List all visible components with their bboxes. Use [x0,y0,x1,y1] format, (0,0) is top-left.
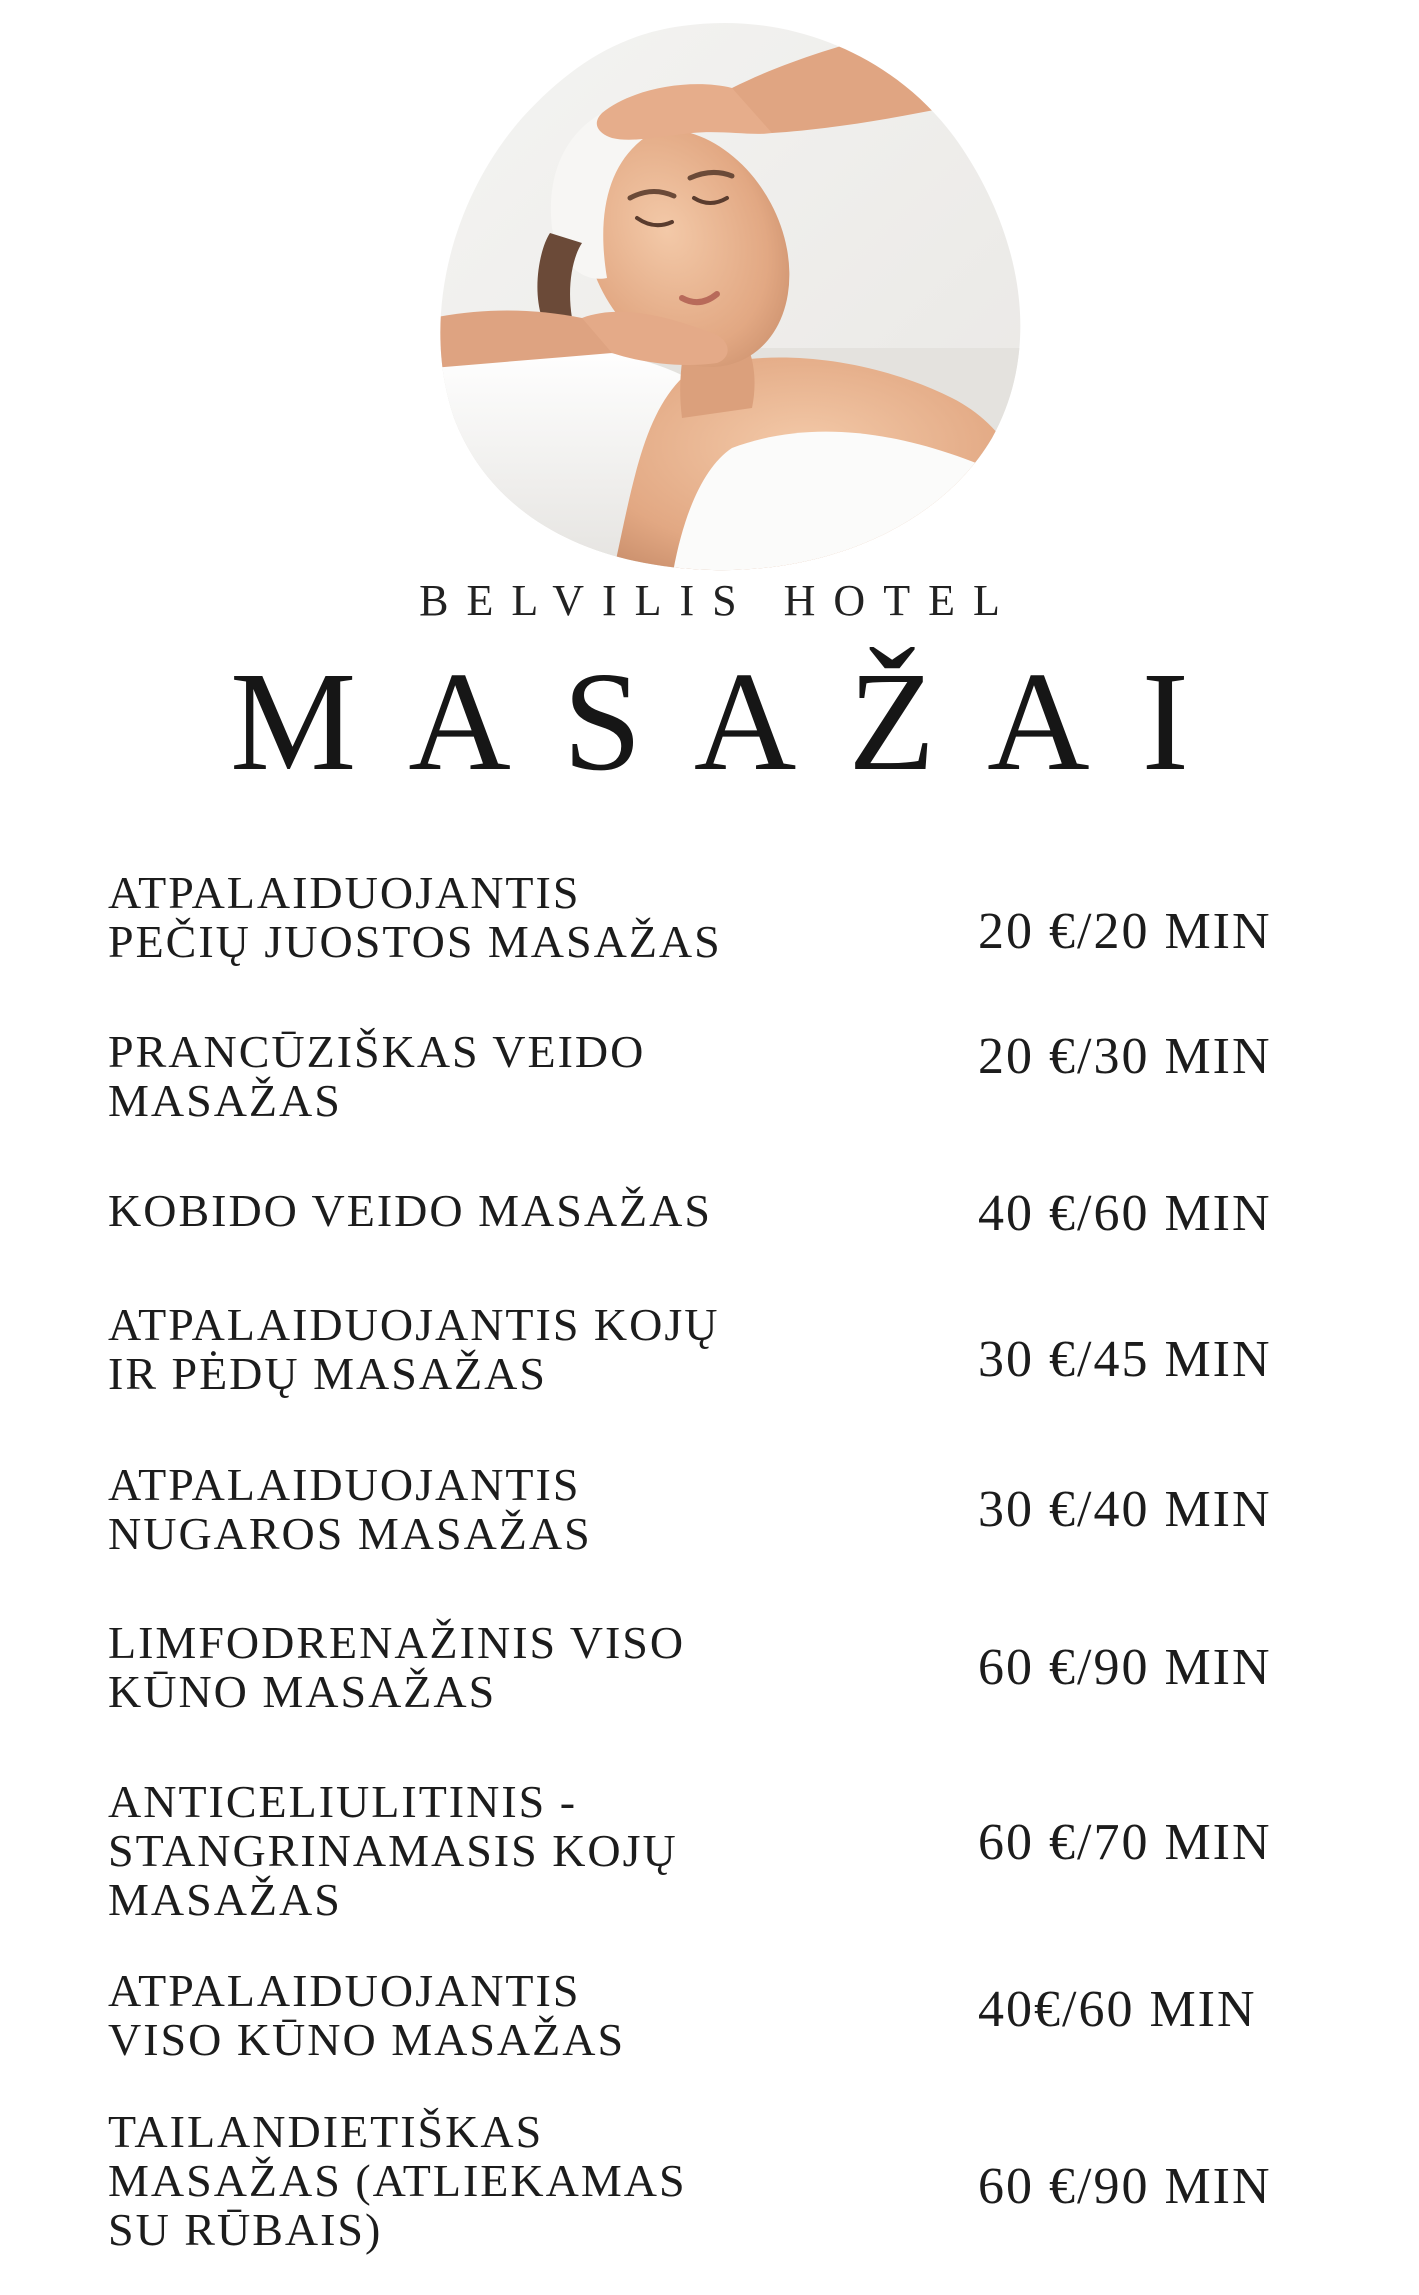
brand-name: BELVILIS HOTEL [419,576,1018,625]
spa-facial-massage-photo [432,18,1032,578]
service-name: ANTICELIULITINIS - STANGRINAMASIS KOJŲ MASAŽAS [108,1776,678,1925]
service-price: 40€/60 MIN [978,1981,1257,2038]
service-price: 60 €/90 MIN [978,1639,1272,1696]
service-name: KOBIDO VEIDO MASAŽAS [108,1185,712,1236]
service-price: 30 €/40 MIN [978,1481,1272,1538]
service-price: 20 €/20 MIN [978,903,1272,960]
service-name: ATPALAIDUOJANTIS PEČIŲ JUOSTOS MASAŽAS [108,867,722,967]
page-title: MASAŽAI [230,642,1241,800]
service-price: 60 €/90 MIN [978,2158,1272,2215]
service-price: 20 €/30 MIN [978,1028,1272,1085]
service-name: ATPALAIDUOJANTIS NUGAROS MASAŽAS [108,1459,592,1559]
service-name: TAILANDIETIŠKAS MASAŽAS (ATLIEKAMAS SU RŪBAIS) [108,2106,687,2255]
service-price: 40 €/60 MIN [978,1185,1272,1242]
service-name: ATPALAIDUOJANTIS VISO KŪNO MASAŽAS [108,1965,626,2065]
service-name: ATPALAIDUOJANTIS KOJŲ IR PĖDŲ MASAŽAS [108,1299,720,1399]
service-price: 30 €/45 MIN [978,1331,1272,1388]
service-price: 60 €/70 MIN [978,1814,1272,1871]
service-name: PRANCŪZIŠKAS VEIDO MASAŽAS [108,1026,646,1126]
service-name: LIMFODRENAŽINIS VISO KŪNO MASAŽAS [108,1617,686,1717]
